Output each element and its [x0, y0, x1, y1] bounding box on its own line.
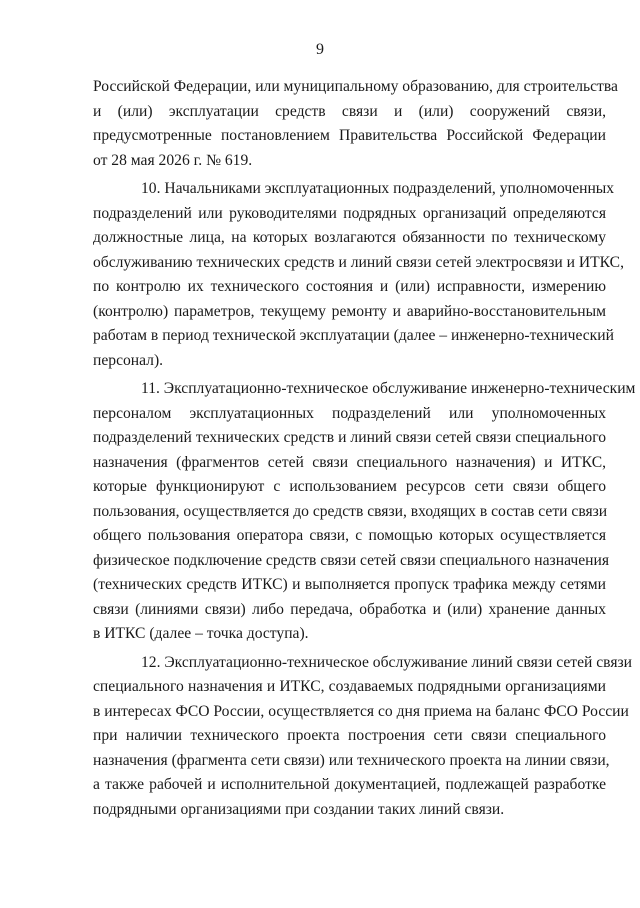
text-line: предусмотренные постановлением Правительства Российской Федерации [93, 127, 606, 144]
text-line: пользования, осуществляется до средств связи, входящих в состав сети связи [93, 502, 608, 520]
text-line: 12. Эксплуатационно-техническое обслуживание линий связи сетей связи [141, 653, 633, 671]
text-line: подразделений или руководителями подрядных организаций определяются [93, 204, 606, 222]
text-line: Российской Федерации, или муниципальному образованию, для строительства [93, 78, 618, 95]
text-line: общего пользования оператора связи, с помощью которых осуществляется [93, 527, 606, 544]
text-line: по контролю их технического состояния и (или) исправности, измерению [93, 278, 606, 295]
text-line: а также рабочей и исполнительной документацией, подлежащей разработке [93, 776, 606, 793]
text-line: связи (линиями связи) либо передача, обработка и (или) хранение данных [93, 600, 606, 618]
text-line: персонал). [93, 351, 164, 369]
text-line: физическое подключение средств связи сетей связи специального назначения [93, 551, 609, 569]
text-line: работам в период технической эксплуатации (далее – инженерно-технический [93, 327, 614, 344]
text-line: при наличии технического проекта построения сети связи специального [93, 727, 606, 744]
text-line: которые функционируют с использованием ресурсов сети связи общего [93, 478, 606, 495]
text-line: должностные лица, на которых возлагаются обязанности по техническому [93, 229, 606, 246]
text-line: специального назначения и ИТКС, создаваемых подрядными организациями [93, 678, 606, 695]
text-line: 10. Начальниками эксплуатационных подразделений, уполномоченных [141, 180, 615, 197]
text-line: (контролю) параметров, текущему ремонту и аварийно-восстановительным [93, 302, 606, 320]
page-number: 9 [316, 41, 324, 58]
text-line: 11. Эксплуатационно-техническое обслуживание инженерно-техническим [141, 380, 636, 397]
text-line: назначения (фрагментов сетей связи специального назначения) и ИТКС, [93, 453, 606, 471]
text-line: обслуживанию технических средств и линий связи сетей электросвязи и ИТКС, [93, 253, 624, 271]
paragraph-12 [93, 651, 633, 823]
paragraph-continuation [93, 75, 618, 173]
text-line: подразделений технических средств и линий связи сетей связи специального [93, 429, 606, 446]
text-line: и (или) эксплуатации средств связи и (или) сооружений связи, [93, 102, 606, 120]
text-line: назначения (фрагмента сети связи) или технического проекта на линии связи, [93, 751, 610, 769]
document-body [93, 75, 636, 822]
paragraph-11 [93, 377, 636, 647]
text-line: подрядными организациями при создании таких линий связи. [93, 800, 505, 818]
paragraph-10 [93, 177, 624, 373]
text-line: от 28 мая 2026 г. № 619. [93, 151, 253, 169]
text-line: в ИТКС (далее – точка доступа). [93, 625, 309, 642]
text-line: персоналом эксплуатационных подразделений или уполномоченных [93, 404, 606, 422]
text-line: (технических средств ИТКС) и выполняется пропуск трафика между сетями [93, 576, 606, 593]
text-line: в интересах ФСО России, осуществляется со дня приема на баланс ФСО России [93, 702, 629, 720]
